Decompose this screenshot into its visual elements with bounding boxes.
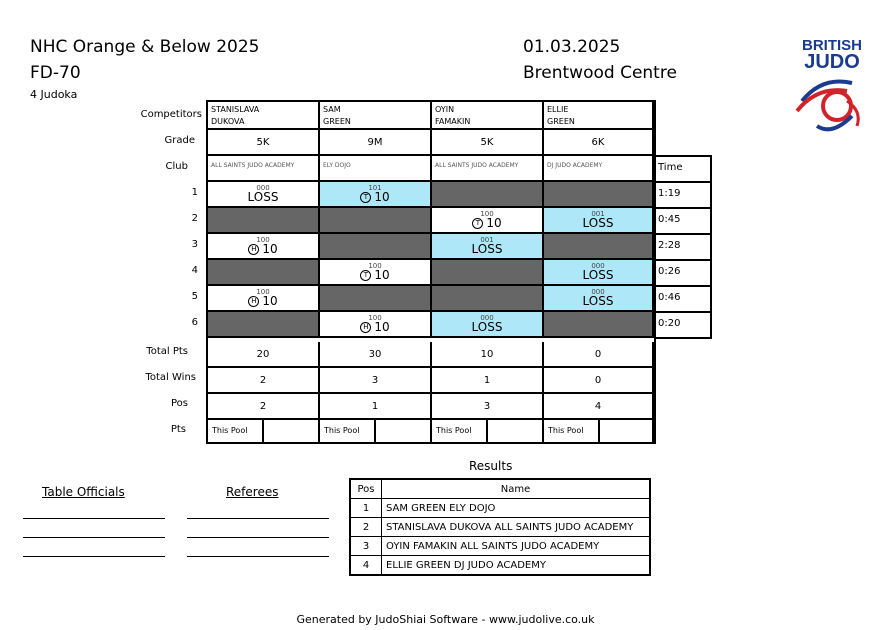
match-score-cell: [432, 182, 544, 208]
signature-line: [187, 537, 329, 538]
total-wins-value: 2: [208, 368, 320, 394]
competitor-name: ELLIE GREEN: [544, 102, 654, 130]
match-number: 5: [191, 291, 198, 302]
score-detail: 000: [480, 314, 494, 322]
competitor-grade: 5K: [208, 130, 320, 156]
competitor-club: ALL SAINTS JUDO ACADEMY: [432, 156, 544, 182]
pool-points-cell: [544, 420, 654, 444]
score-detail: 001: [480, 236, 494, 244]
match-number: 3: [191, 239, 198, 250]
match-score-cell: [432, 260, 544, 286]
match-score-cell: [208, 234, 320, 260]
signature-line: [23, 537, 165, 538]
result-name: ELLIE GREEN DJ JUDO ACADEMY: [382, 556, 651, 576]
technique-mark-icon: H: [248, 296, 259, 307]
score-text: LOSS: [471, 242, 503, 256]
pool-label: This Pool: [548, 426, 584, 435]
technique-mark-icon: T: [360, 270, 371, 281]
total-pts-value: 30: [320, 342, 432, 368]
score-result: [544, 294, 652, 308]
cell-divider: [486, 420, 488, 442]
match-score-cell: [320, 234, 432, 260]
match-time: 0:26: [654, 259, 712, 287]
score-detail: 100: [480, 210, 494, 218]
score-result: [320, 268, 430, 282]
position-value: 3: [432, 394, 544, 420]
label-competitors: Competitors: [140, 109, 202, 120]
cell-divider: [374, 420, 376, 442]
label-pos: Pos: [170, 398, 188, 409]
label-total-pts: Total Pts: [146, 346, 188, 357]
signature-line: [23, 518, 165, 519]
label-grade: Grade: [164, 135, 195, 146]
total-pts-value: 0: [544, 342, 654, 368]
results-col-pos: Pos: [350, 479, 382, 499]
match-number: 2: [191, 213, 198, 224]
match-score-cell: [320, 208, 432, 234]
result-name: SAM GREEN ELY DOJO: [382, 499, 651, 518]
event-title: NHC Orange & Below 2025: [30, 37, 260, 57]
result-name: OYIN FAMAKIN ALL SAINTS JUDO ACADEMY: [382, 537, 651, 556]
match-score-cell: [432, 208, 544, 234]
match-score-cell: [544, 208, 654, 234]
score-text: 10: [374, 320, 390, 334]
match-score-cell: [208, 312, 320, 338]
score-text: LOSS: [247, 190, 279, 204]
score-detail: 100: [368, 314, 382, 322]
match-score-cell: [208, 260, 320, 286]
score-detail: 000: [256, 184, 270, 192]
position-value: 2: [208, 394, 320, 420]
competitor-name: SAM GREEN: [320, 102, 432, 130]
score-text: 10: [486, 216, 502, 230]
score-result: [320, 320, 430, 334]
score-detail: 000: [591, 288, 605, 296]
table-officials-label: Table Officials: [42, 485, 125, 499]
referees-label: Referees: [226, 485, 279, 499]
results-row: [350, 537, 650, 556]
match-time: 0:46: [654, 285, 712, 313]
position-value: 4: [544, 394, 654, 420]
competitor-club: DJ JUDO ACADEMY: [544, 156, 654, 182]
label-club: Club: [165, 161, 188, 172]
technique-mark-icon: T: [472, 218, 483, 229]
competitor-grade: 5K: [432, 130, 544, 156]
score-result: [208, 294, 318, 308]
score-text: LOSS: [582, 216, 614, 230]
score-detail: 000: [591, 262, 605, 270]
competitor-club: ALL SAINTS JUDO ACADEMY: [208, 156, 320, 182]
technique-mark-icon: H: [360, 322, 371, 333]
match-score-cell: [320, 312, 432, 338]
score-result: [544, 268, 652, 282]
match-score-cell: [432, 286, 544, 312]
score-text: 10: [374, 190, 390, 204]
match-number: 4: [191, 265, 198, 276]
pool-label: This Pool: [436, 426, 472, 435]
score-text: LOSS: [471, 320, 503, 334]
pool-label: This Pool: [212, 426, 248, 435]
technique-mark-icon: T: [360, 192, 371, 203]
match-score-cell: [320, 286, 432, 312]
results-row: [350, 518, 650, 537]
cell-divider: [262, 420, 264, 442]
score-result: [320, 190, 430, 204]
event-date: 01.03.2025: [523, 37, 621, 57]
match-time: 1:19: [654, 181, 712, 209]
match-score-cell: [320, 182, 432, 208]
signature-line: [187, 556, 329, 557]
score-text: LOSS: [582, 294, 614, 308]
score-result: [208, 190, 318, 204]
result-pos: 4: [350, 556, 382, 576]
label-total-wins: Total Wins: [145, 372, 196, 383]
pool-points-cell: [320, 420, 432, 444]
pool-points-cell: [432, 420, 544, 444]
result-pos: 1: [350, 499, 382, 518]
pool-points-cell: [208, 420, 320, 444]
competitor-grade: 6K: [544, 130, 654, 156]
total-wins-value: 0: [544, 368, 654, 394]
match-score-cell: [320, 260, 432, 286]
signature-line: [23, 556, 165, 557]
result-pos: 3: [350, 537, 382, 556]
score-detail: 100: [256, 236, 270, 244]
results-col-name: Name: [382, 479, 651, 499]
match-number: 6: [191, 317, 198, 328]
event-venue: Brentwood Centre: [523, 63, 677, 83]
logo-text-1: BRITISH: [802, 37, 862, 54]
competitor-grade: 9M: [320, 130, 432, 156]
match-time: 0:20: [654, 311, 712, 339]
position-value: 1: [320, 394, 432, 420]
footer-credit: Generated by JudoShiai Software - www.judolive.co.uk: [296, 613, 595, 626]
results-row: [350, 556, 650, 576]
time-header: Time: [654, 155, 712, 183]
match-score-cell: [544, 234, 654, 260]
result-pos: 2: [350, 518, 382, 537]
score-text: LOSS: [582, 268, 614, 282]
match-score-cell: [208, 208, 320, 234]
total-wins-value: 3: [320, 368, 432, 394]
competitor-name: OYIN FAMAKIN: [432, 102, 544, 130]
judoka-count: 4 Judoka: [30, 88, 78, 101]
match-score-cell: [544, 260, 654, 286]
score-detail: 100: [256, 288, 270, 296]
score-result: [432, 242, 542, 256]
match-score-cell: [208, 286, 320, 312]
logo-text-2: JUDO: [804, 51, 860, 73]
technique-mark-icon: H: [248, 244, 259, 255]
judoka-emblem-icon: [792, 71, 872, 141]
signature-line: [187, 518, 329, 519]
match-score-cell: [544, 182, 654, 208]
competitor-club: ELY DOJO: [320, 156, 432, 182]
pool-grid: [206, 100, 656, 444]
british-judo-logo: [792, 38, 872, 148]
match-score-cell: [544, 312, 654, 338]
results-row: [350, 499, 650, 518]
results-title: Results: [469, 459, 513, 473]
total-pts-value: 10: [432, 342, 544, 368]
pool-label: This Pool: [324, 426, 360, 435]
score-text: 10: [374, 268, 390, 282]
results-table: [349, 478, 651, 576]
match-score-cell: [432, 312, 544, 338]
match-score-cell: [208, 182, 320, 208]
score-detail: 101: [368, 184, 382, 192]
score-result: [432, 216, 542, 230]
score-result: [544, 216, 652, 230]
results-header-row: [350, 479, 650, 499]
match-time: 2:28: [654, 233, 712, 261]
score-result: [208, 242, 318, 256]
match-score-cell: [432, 234, 544, 260]
weight-category: FD-70: [30, 63, 81, 83]
score-result: [432, 320, 542, 334]
score-detail: 001: [591, 210, 605, 218]
score-text: 10: [262, 242, 278, 256]
competitor-name: STANISLAVA DUKOVA: [208, 102, 320, 130]
result-name: STANISLAVA DUKOVA ALL SAINTS JUDO ACADEMY: [382, 518, 651, 537]
match-score-cell: [544, 286, 654, 312]
total-wins-value: 1: [432, 368, 544, 394]
match-number: 1: [191, 187, 198, 198]
score-detail: 100: [368, 262, 382, 270]
cell-divider: [598, 420, 600, 442]
label-pts: Pts: [170, 424, 186, 435]
match-time: 0:45: [654, 207, 712, 235]
total-pts-value: 20: [208, 342, 320, 368]
score-text: 10: [262, 294, 278, 308]
